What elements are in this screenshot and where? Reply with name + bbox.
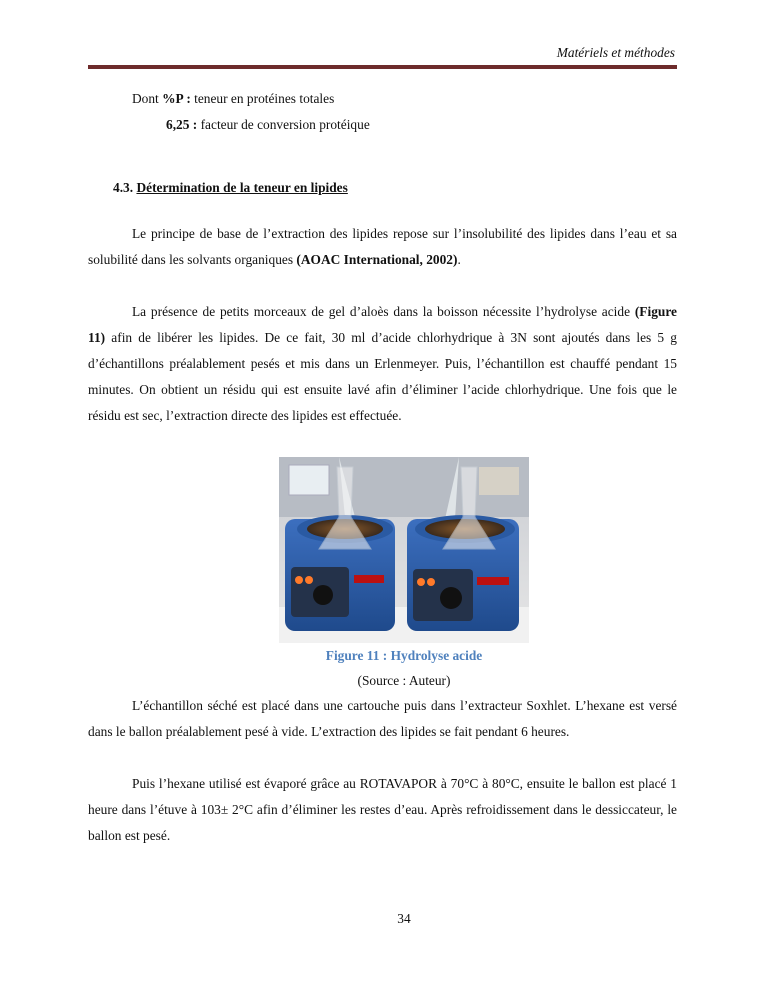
section-heading [113, 180, 348, 196]
legend-term-p: %P : [162, 91, 191, 106]
figure-source: (Source : Auteur) [357, 673, 451, 688]
legend-line-1 [132, 91, 334, 107]
figure-caption: Figure 11 : Hydrolyse acide [325, 648, 483, 663]
paragraph-soxhlet-text: L’échantillon séché est placé dans une cartouche puis dans l’extracteur Soxhlet. L’hexane est versé dans le ballon préalablement pesé à vide. L’extraction des lipides se fait pendant 6 heures. [88, 698, 677, 739]
figure-reference: (Figure 11) [88, 304, 677, 345]
citation-aoac: (AOAC International, 2002) [296, 252, 458, 267]
figure-photo [279, 457, 529, 643]
paragraph-soxhlet [88, 693, 677, 745]
heating-mantles-photo [279, 457, 529, 643]
paragraph-hydrolysis-text-b: afin de libérer les lipides. De ce fait, 30 ml d’acide chlorhydrique à 3N sont ajoutés dans les 5 g d’échantillons préalablement pesés et mis dans un Erlenmeyer. Puis, l’échantillon est chauffé pendant 15 minutes. On obtient un résidu qui est ensuite lavé afin d’éliminer l’acide chlorhydrique. Une fois que le résidu est sec, l’extraction directe des lipides est effectuée. [88, 330, 677, 423]
paragraph-principle [88, 221, 677, 273]
legend-def-p: teneur en protéines totales [190, 91, 335, 106]
header-rule [88, 65, 677, 69]
paragraph-hydrolysis-text-a: La présence de petits morceaux de gel d’aloès dans la boisson nécessite l’hydrolyse acide [132, 304, 635, 319]
section-title: Détermination de la teneur en lipides [136, 180, 348, 195]
running-header: Matériels et méthodes [556, 45, 675, 60]
paragraph-evaporation-text: Puis l’hexane utilisé est évaporé grâce au ROTAVAPOR à 70°C à 80°C, ensuite le ballon est placé 1 heure dans l’étuve à 103± 2°C afin d’éliminer les restes d’eau. Après refroidissement dans le dessiccateur, le ballon est pesé. [88, 776, 677, 843]
legend-term-factor: 6,25 : [166, 117, 198, 132]
legend-prefix: Dont [132, 91, 163, 106]
paragraph-hydrolysis [88, 299, 677, 429]
legend-line-2 [166, 117, 370, 133]
legend-def-factor: facteur de conversion protéique [197, 117, 370, 132]
paragraph-principle-end: . [457, 252, 461, 267]
paragraph-principle-text: Le principe de base de l’extraction des lipides repose sur l’insolubilité des lipides dans l’eau et sa solubilité dans les solvants organiques [88, 226, 677, 267]
section-number: 4.3. [113, 180, 134, 195]
page-number: 34 [397, 911, 411, 926]
paragraph-evaporation [88, 771, 677, 849]
